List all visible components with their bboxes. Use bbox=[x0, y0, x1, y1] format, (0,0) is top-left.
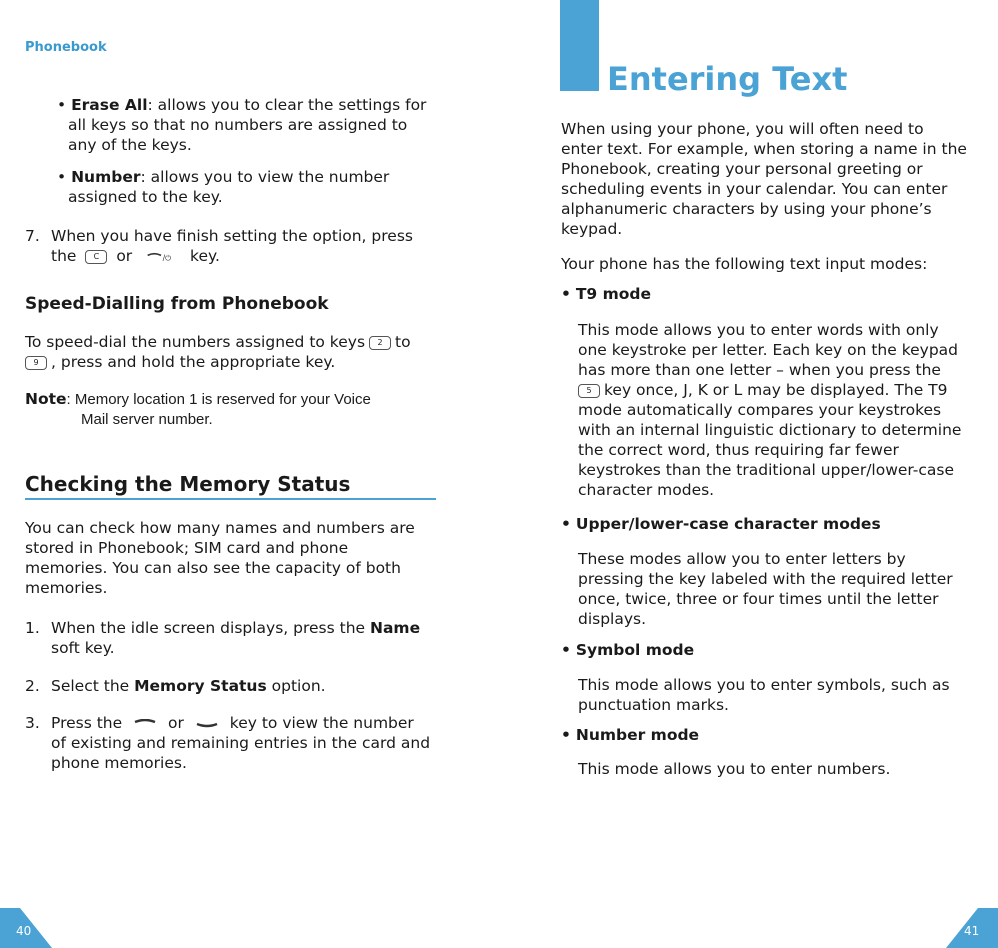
section-label: Phonebook bbox=[25, 40, 107, 55]
intro-line: When using your phone, you will often need to bbox=[561, 120, 924, 138]
speed-dial-text-1: To speed-dial the numbers assigned to keys bbox=[25, 333, 366, 351]
step-7 bbox=[25, 226, 445, 266]
step-3-or: or bbox=[168, 714, 184, 732]
end-power-key-icon bbox=[143, 252, 179, 262]
number-desc: : allows you to view the number bbox=[140, 168, 390, 186]
note-text-2: Mail server number. bbox=[81, 411, 213, 428]
intro-line: enter text. For example, when storing a name in the bbox=[561, 140, 967, 158]
step-7-the: the bbox=[51, 247, 77, 265]
t9-line: character modes. bbox=[578, 481, 715, 499]
number-mode-title bbox=[561, 725, 699, 745]
step-3-text-4: phone memories. bbox=[51, 754, 187, 772]
case-description bbox=[578, 549, 988, 629]
memory-para-line: memories. You can also see the capacity of both bbox=[25, 559, 401, 577]
note bbox=[25, 389, 445, 430]
t9-line: has more than one letter – when you press the bbox=[578, 361, 941, 379]
title-accent-bar bbox=[560, 0, 599, 91]
symbol-title: Symbol mode bbox=[575, 641, 695, 659]
left-nav-key-icon bbox=[133, 719, 157, 729]
memory-para-line: stored in Phonebook; SIM card and phone bbox=[25, 539, 349, 557]
bullet: • bbox=[561, 515, 571, 533]
page-number-right: 41 bbox=[964, 924, 980, 938]
c-key-icon: C bbox=[85, 250, 107, 264]
intro-line: Phonebook, creating your personal greeting or bbox=[561, 160, 923, 178]
intro-line: keypad. bbox=[561, 220, 623, 238]
step-3 bbox=[25, 713, 445, 773]
step-2 bbox=[25, 676, 445, 696]
bullet: • bbox=[561, 726, 571, 744]
bullet: • bbox=[561, 285, 571, 303]
memory-paragraph bbox=[25, 518, 445, 598]
name-soft-key: Name bbox=[369, 619, 421, 637]
t9-line: the correct word, thus requiring far fewer bbox=[578, 441, 899, 459]
symbol-mode-title bbox=[561, 640, 694, 660]
t9-mode-title bbox=[561, 284, 651, 304]
erase-all-item: • Erase All: allows you to clear the settings for all keys so that no numbers are assigned to any of the keys. bbox=[57, 95, 447, 155]
speed-dial-to: to bbox=[395, 333, 411, 351]
right-nav-key-icon bbox=[195, 719, 219, 729]
t9-title: T9 mode bbox=[575, 285, 652, 303]
erase-all-term: Erase All bbox=[71, 96, 148, 114]
case-line: once, twice, three or four times until the letter bbox=[578, 590, 939, 608]
erase-all-desc-2: all keys so that no numbers are assigned to bbox=[68, 116, 408, 134]
step-3-number: 3. bbox=[25, 714, 40, 732]
heading-underline bbox=[25, 498, 436, 500]
erase-all-desc-3: any of the keys. bbox=[68, 136, 192, 154]
note-label: Note bbox=[25, 390, 67, 408]
step-7-number: 7. bbox=[25, 227, 40, 245]
step-2-text-end: option. bbox=[266, 677, 326, 695]
speed-dial-text bbox=[25, 332, 445, 372]
step-3-text: Press the bbox=[51, 714, 123, 732]
step-2-number: 2. bbox=[25, 677, 40, 695]
t9-line: with an internal linguistic dictionary to determine bbox=[578, 421, 962, 439]
symbol-description bbox=[578, 675, 988, 715]
page-title: Entering Text bbox=[607, 60, 848, 98]
step-2-text: Select the bbox=[51, 677, 135, 695]
modes-intro: Your phone has the following text input modes: bbox=[561, 255, 928, 273]
intro-paragraph bbox=[561, 119, 986, 239]
number-mode-description: This mode allows you to enter numbers. bbox=[578, 760, 891, 778]
t9-description bbox=[578, 320, 988, 500]
case-line: These modes allow you to enter letters by bbox=[578, 550, 906, 568]
note-text-1: : Memory location 1 is reserved for your Voice bbox=[66, 391, 371, 408]
intro-line: alphanumeric characters by using your phone’s bbox=[561, 200, 932, 218]
memory-status-option: Memory Status bbox=[134, 677, 267, 695]
case-mode-title bbox=[561, 514, 881, 534]
step-1 bbox=[25, 618, 445, 658]
key-9-icon: 9 bbox=[25, 356, 47, 370]
t9-line: keystrokes than the traditional upper/lower-case bbox=[578, 461, 955, 479]
svg-text:/⏻: /⏻ bbox=[162, 252, 172, 262]
step-7-or: or bbox=[116, 247, 133, 265]
memory-status-heading: Checking the Memory Status bbox=[25, 472, 351, 496]
step-7-text: When you have finish setting the option, press bbox=[51, 227, 413, 245]
memory-para-line: memories. bbox=[25, 579, 108, 597]
number-item: • Number: allows you to view the number assigned to the key. bbox=[57, 167, 447, 207]
case-line: pressing the key labeled with the required letter bbox=[578, 570, 953, 588]
intro-line: scheduling events in your calendar. You can enter bbox=[561, 180, 948, 198]
key-5-icon: 5 bbox=[578, 384, 600, 398]
case-line: displays. bbox=[578, 610, 647, 628]
key-2-icon: 2 bbox=[369, 336, 391, 350]
bullet: • bbox=[561, 641, 571, 659]
step-3-text-2: key to view the number bbox=[229, 714, 414, 732]
number-mode-label: Number mode bbox=[575, 726, 700, 744]
t9-line: This mode allows you to enter words with only bbox=[578, 321, 939, 339]
page-number-left: 40 bbox=[16, 924, 32, 938]
number-desc-2: assigned to the key. bbox=[68, 188, 223, 206]
symbol-line: This mode allows you to enter symbols, such as bbox=[578, 676, 950, 694]
speed-dial-heading: Speed-Dialling from Phonebook bbox=[25, 294, 329, 314]
t9-line: key once, J, K or L may be displayed. The T9 bbox=[604, 381, 948, 399]
step-1-number: 1. bbox=[25, 619, 40, 637]
t9-line: mode automatically compares your keystrokes bbox=[578, 401, 942, 419]
case-title: Upper/lower-case character modes bbox=[575, 515, 881, 533]
step-7-key: key. bbox=[190, 247, 220, 265]
step-1-text: When the idle screen displays, press the bbox=[51, 619, 370, 637]
step-3-text-3: of existing and remaining entries in the card and bbox=[51, 734, 431, 752]
memory-para-line: You can check how many names and numbers are bbox=[25, 519, 415, 537]
t9-line: one keystroke per letter. Each key on the keypad bbox=[578, 341, 958, 359]
erase-all-desc: : allows you to clear the settings for bbox=[147, 96, 427, 114]
step-1-text-2: soft key. bbox=[51, 639, 115, 657]
number-term: Number bbox=[71, 168, 141, 186]
speed-dial-text-2: , press and hold the appropriate key. bbox=[51, 353, 336, 371]
symbol-line: punctuation marks. bbox=[578, 696, 729, 714]
